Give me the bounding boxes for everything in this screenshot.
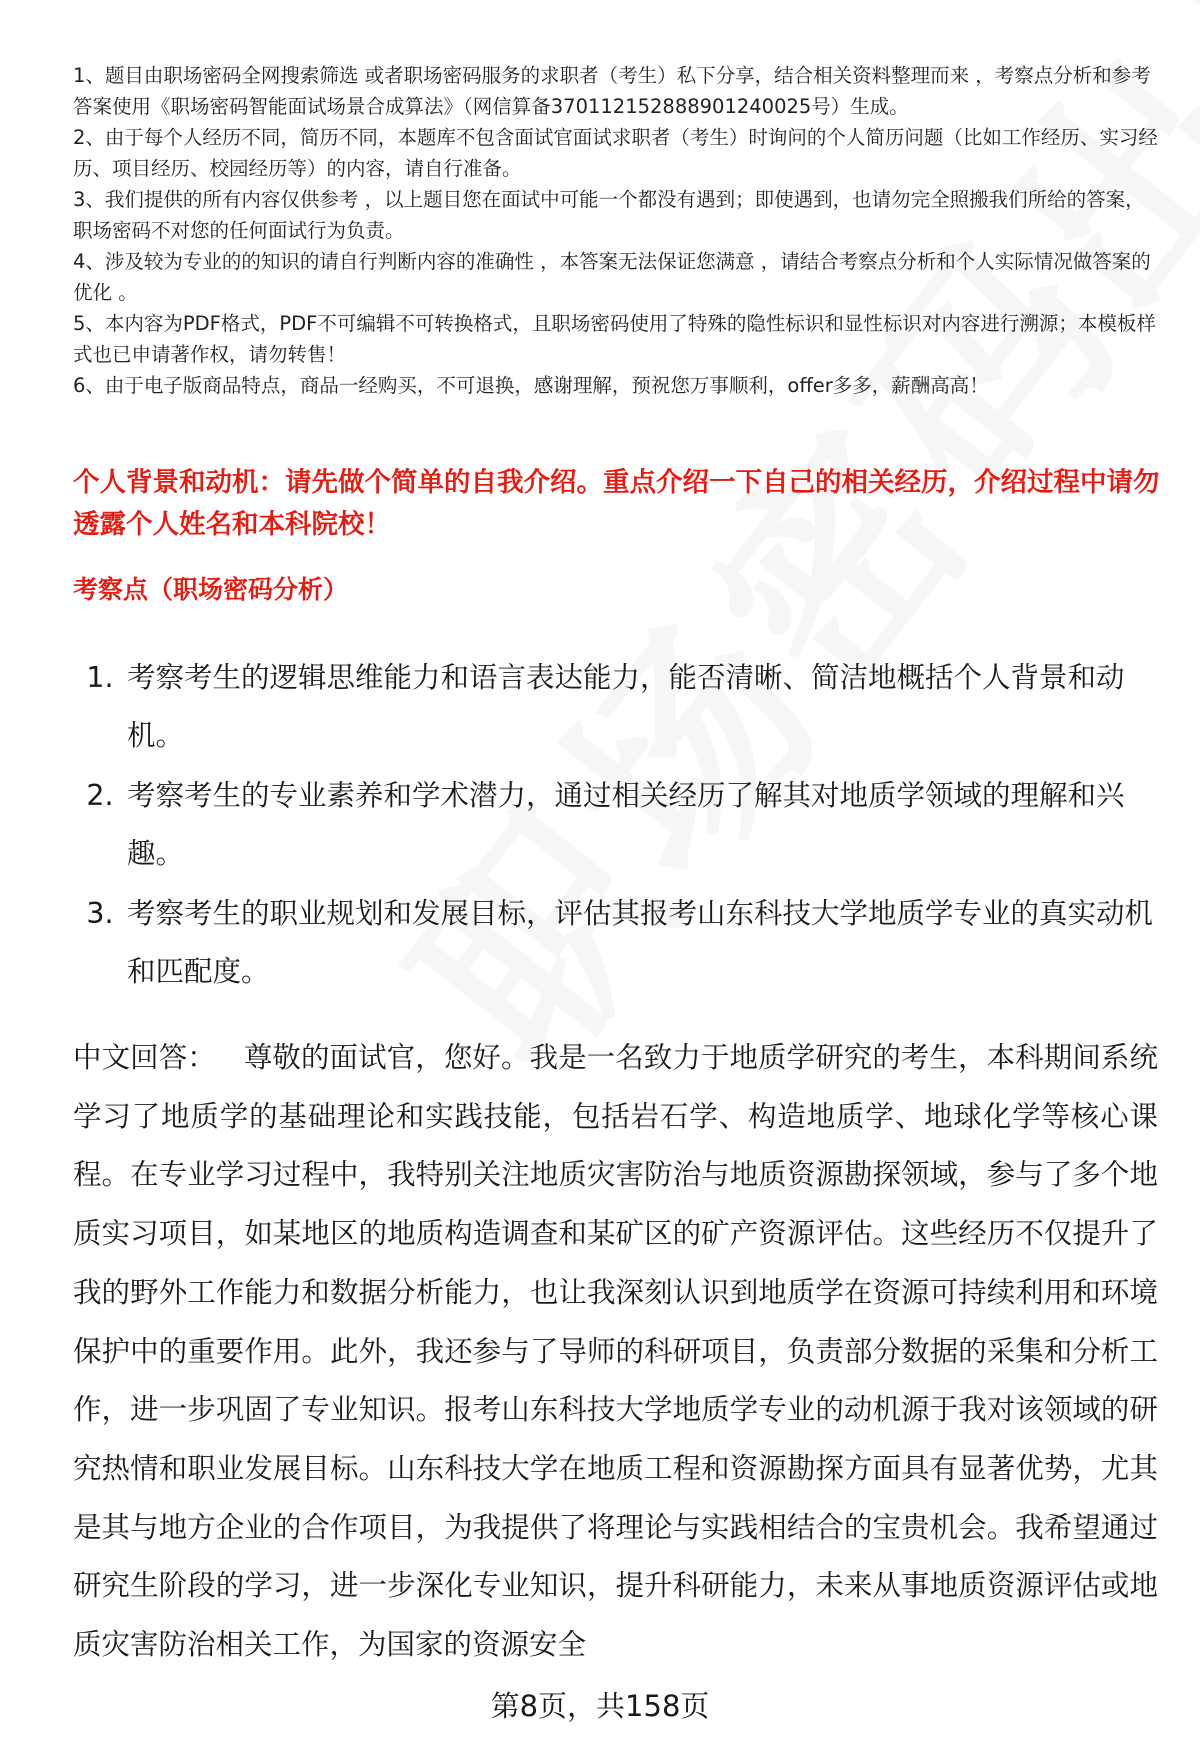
analysis-title: 考察点（职场密码分析） (73, 575, 349, 604)
disclaimer-item: 6、由于电子版商品特点，商品一经购买，不可退换，感谢理解，预祝您万事顺利，offer多多，薪酬高高！ (73, 374, 989, 397)
interview-question: 个人背景和动机：请先做个简单的自我介绍。重点介绍一下自己的相关经历，介绍过程中请勿透露个人姓名和本科院校！ (73, 467, 1160, 540)
disclaimer-item: 4、涉及较为专业的的知识的请自行判断内容的准确性 ，本答案无法保证您满意 ，请结合考察点分析和个人实际情况做答案的优化 。 (73, 250, 1151, 304)
answer-paragraph (73, 1029, 1158, 1675)
point-text: 考察考生的职业规划和发展目标，评估其报考山东科技大学地质学专业的真实动机和匹配度。 (127, 897, 1154, 988)
analysis-point (73, 885, 1158, 1001)
point-text: 考察考生的逻辑思维能力和语言表达能力，能否清晰、简洁地概括个人背景和动机。 (127, 661, 1125, 752)
point-number: 2. (86, 779, 114, 812)
disclaimer-item: 3、我们提供的所有内容仅供参考 ，以上题目您在面试中可能一个都没有遇到；即使遇到，也请勿完全照搬我们所给的答案，职场密码不对您的任何面试行为负责。 (73, 188, 1145, 242)
point-number: 3. (86, 897, 114, 930)
disclaimer-item: 5、本内容为PDF格式，PDF不可编辑不可转换格式，且职场密码使用了特殊的隐性标识和显性标识对内容进行溯源；本模板样式也已申请著作权，请勿转售！ (73, 312, 1156, 366)
disclaimer-item: 2、由于每个人经历不同，简历不同，本题库不包含面试官面试求职者（考生）时询问的个人简历问题（比如工作经历、实习经历、项目经历、校园经历等）的内容，请自行准备。 (73, 126, 1158, 180)
point-text: 考察考生的专业素养和学术潜力，通过相关经历了解其对地质学领域的理解和兴趣。 (127, 779, 1125, 870)
disclaimer-list (73, 60, 1158, 401)
answer-label: 中文回答： (73, 1041, 216, 1074)
page-number: 第8页，共158页 (490, 1689, 710, 1723)
answer-text: 尊敬的面试官，您好。我是一名致力于地质学研究的考生，本科期间系统学习了地质学的基础理论和实践技能，包括岩石学、构造地质学、地球化学等核心课程。在专业学习过程中，我特别关注地质灾害防治与地质资源勘探领域，参与了多个地质实习项目，如某地区的地质构造调查和某矿区的矿产资源评估。这些经历不仅提升了我的野外工作能力和数据分析能力，也让我深刻认识到地质学在资源可持续利用和环境保护中的重要作用。此外，我还参与了导师的科研项目，负责部分数据的采集和分析工作，进一步巩固了专业知识。报考山东科技大学地质学专业的动机源于我对该领域的研究热情和职业发展目标。山东科技大学在地质工程和资源勘探方面具有显著优势，尤其是其与地方企业的合作项目，为我提供了将理论与实践相结合的宝贵机会。我希望通过研究生阶段的学习，进一步深化专业知识，提升科研能力，未来从事地质资源评估或地质灾害防治相关工作，为国家的资源安全 (73, 1041, 1158, 1662)
point-number: 1. (86, 661, 114, 694)
analysis-point (73, 767, 1158, 883)
analysis-point (73, 649, 1158, 765)
analysis-points (73, 649, 1158, 1003)
disclaimer-item: 1、题目由职场密码全网搜索筛选 或者职场密码服务的求职者（考生）私下分享，结合相关资料整理而来 ，考察点分析和参考答案使用《职场密码智能面试场景合成算法》（网信算备370112152888901240025号）生成。 (73, 64, 1151, 118)
